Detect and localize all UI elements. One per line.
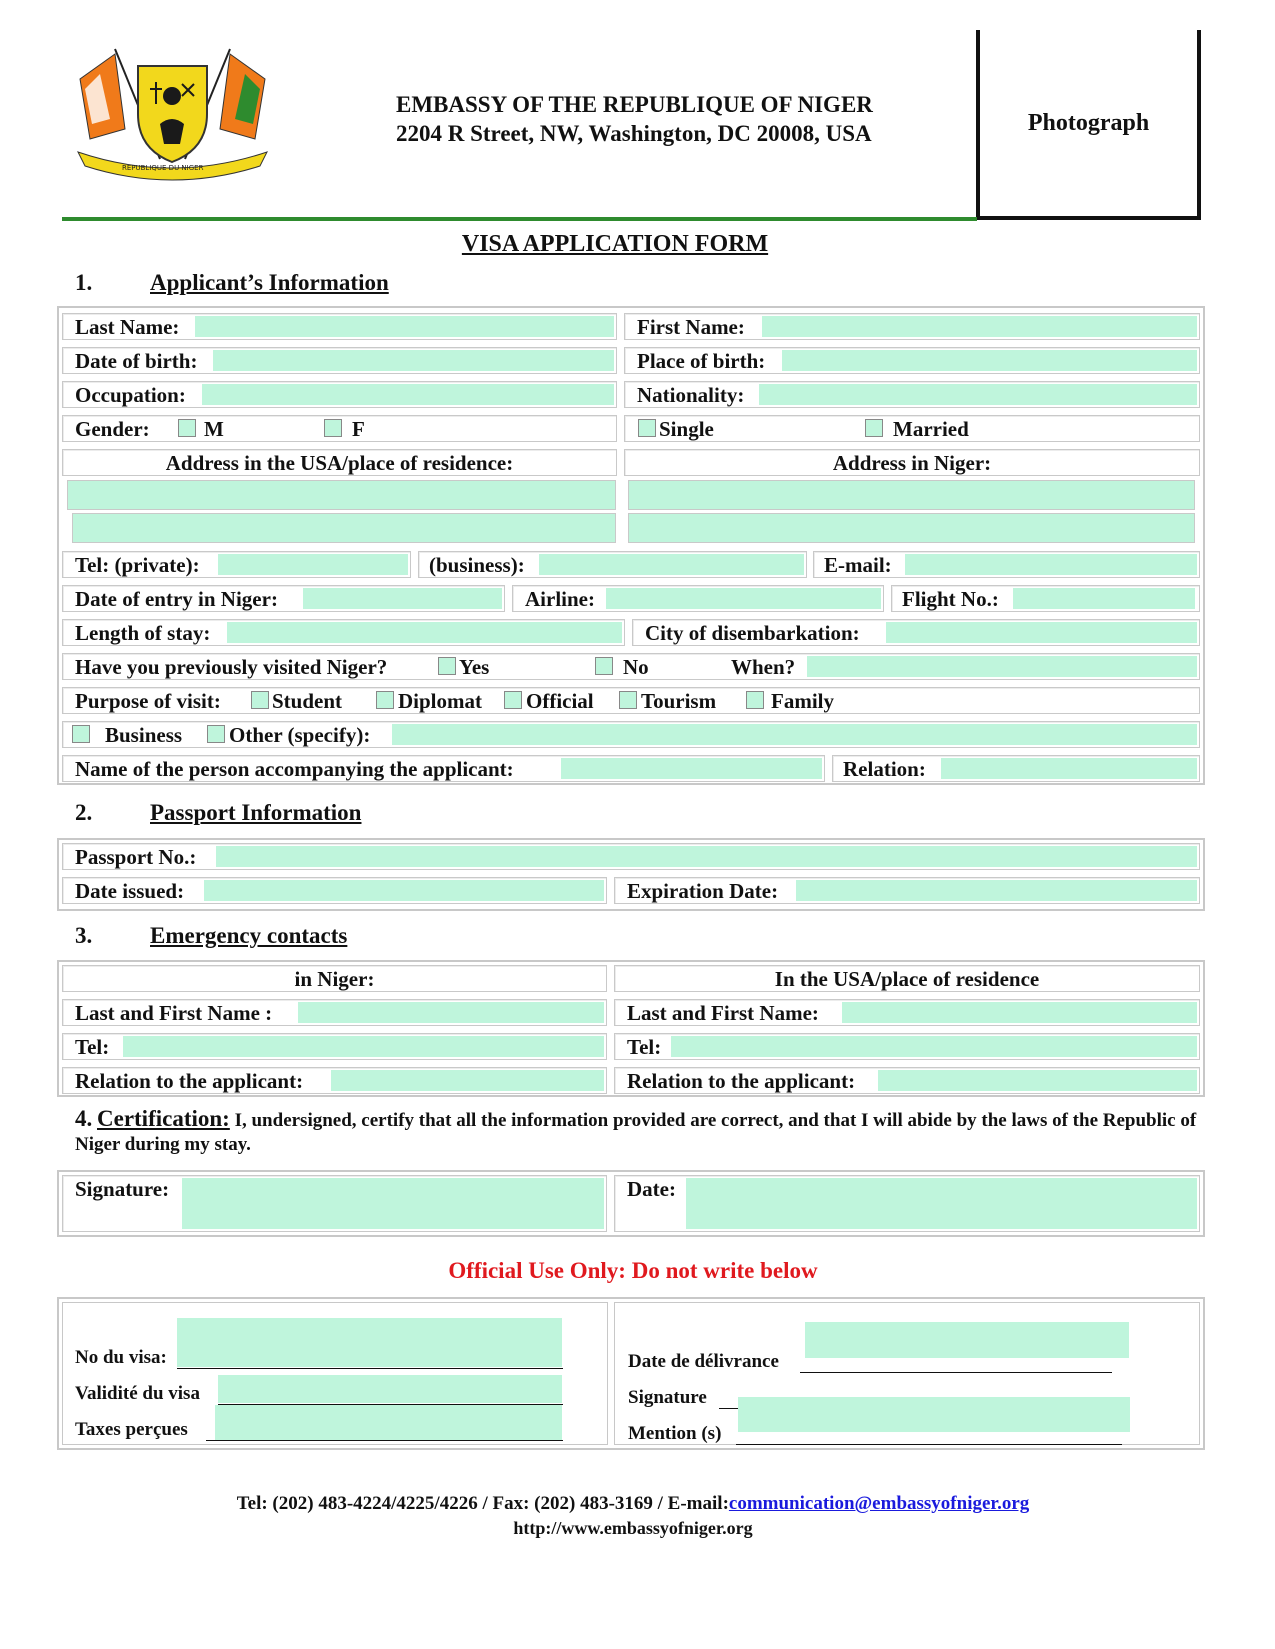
visa-no-highlight[interactable] <box>177 1318 562 1367</box>
date-label: Date: <box>627 1177 676 1201</box>
nationality-field[interactable] <box>759 384 1197 405</box>
address-usa-field-2[interactable] <box>72 513 616 543</box>
gender-row <box>62 415 617 442</box>
address-niger-field-2[interactable] <box>628 513 1195 543</box>
visa-no-line <box>177 1368 563 1369</box>
purpose-tourism-checkbox[interactable] <box>619 691 637 709</box>
official-use-heading: Official Use Only: Do not write below <box>448 1258 818 1283</box>
emergency-niger-relation-field[interactable] <box>331 1070 604 1091</box>
date-delivery-label: Date de délivrance <box>628 1351 779 1372</box>
gender-f-label: F <box>352 417 365 441</box>
purpose-tourism-label: Tourism <box>641 689 717 713</box>
date-entry-row <box>62 585 505 612</box>
purpose-official-label: Official <box>526 689 594 713</box>
length-stay-label: Length of stay: <box>75 621 211 645</box>
embassy-name: EMBASSY OF THE REPUBLIQUE OF NIGER <box>396 92 873 117</box>
footer-website[interactable]: http://www.embassyofniger.org <box>513 1518 753 1538</box>
purpose-family-checkbox[interactable] <box>746 691 764 709</box>
address-niger-label: Address in Niger: <box>832 451 992 475</box>
mentions-line <box>736 1444 1122 1445</box>
certification-text: I, undersigned, certify that all the information provided are correct, and that I will abide by the laws of the Republic of Niger during my stay. <box>75 1110 1197 1155</box>
passport-no-row <box>62 843 1200 870</box>
single-checkbox[interactable] <box>638 419 656 437</box>
certification-title: Certification: <box>97 1106 230 1131</box>
occupation-field[interactable] <box>202 384 614 405</box>
validity-label: Validité du visa <box>75 1383 200 1404</box>
signature-label: Signature: <box>75 1177 170 1201</box>
flight-no-field[interactable] <box>1013 588 1195 609</box>
purpose-row <box>62 687 1200 714</box>
emergency-usa-name-label: Last and First Name: <box>627 1001 819 1025</box>
taxes-label: Taxes perçues <box>75 1419 188 1440</box>
visited-no-label: No <box>623 655 649 679</box>
date-delivery-highlight[interactable] <box>805 1322 1129 1358</box>
certification-block <box>75 1107 1205 1157</box>
relation-row <box>832 755 1200 782</box>
flight-no-row <box>891 585 1200 612</box>
purpose-diplomat-checkbox[interactable] <box>376 691 394 709</box>
city-disembark-row <box>632 619 1200 646</box>
date-row <box>614 1175 1200 1232</box>
address-usa-label: Address in the USA/place of residence: <box>165 451 514 475</box>
dob-label: Date of birth: <box>75 349 198 373</box>
taxes-highlight[interactable] <box>215 1405 562 1441</box>
purpose-student-checkbox[interactable] <box>251 691 269 709</box>
section-2-number: 2. <box>75 800 93 825</box>
section-1-title: Applicant’s Information <box>150 270 389 295</box>
section-1-number: 1. <box>75 270 93 295</box>
nationality-label: Nationality: <box>637 383 745 407</box>
footer-contact <box>0 1493 1266 1515</box>
visited-yes-label: Yes <box>459 655 490 679</box>
address-usa-header <box>62 449 617 476</box>
first-name-field[interactable] <box>762 316 1197 337</box>
emergency-usa-header <box>614 965 1200 992</box>
purpose-official-checkbox[interactable] <box>504 691 522 709</box>
accompanying-row <box>62 755 825 782</box>
expiration-label: Expiration Date: <box>627 879 779 903</box>
email-row <box>813 551 1200 578</box>
emergency-usa-relation-row <box>614 1067 1200 1094</box>
mentions-highlight[interactable] <box>738 1397 1130 1432</box>
section-3-title: Emergency contacts <box>150 923 348 948</box>
purpose-other-label: Other (specify): <box>229 723 371 747</box>
footer-email-link[interactable]: communication@embassyofniger.org <box>728 1493 1030 1514</box>
pob-field[interactable] <box>782 350 1197 371</box>
section-3-number: 3. <box>75 923 93 948</box>
tel-private-label: Tel: (private): <box>75 553 200 577</box>
occupation-label: Occupation: <box>75 383 186 407</box>
emergency-niger-name-label: Last and First Name : <box>75 1001 273 1025</box>
official-signature-label: Signature <box>628 1387 707 1408</box>
emergency-usa-label: In the USA/place of residence <box>774 967 1040 991</box>
pob-row <box>624 347 1200 374</box>
passport-no-label: Passport No.: <box>75 845 197 869</box>
purpose-business-checkbox[interactable] <box>72 725 90 743</box>
single-label: Single <box>659 417 714 441</box>
emergency-usa-tel-label: Tel: <box>627 1035 662 1059</box>
length-stay-row <box>62 619 625 646</box>
when-label: When? <box>731 655 796 679</box>
airline-field[interactable] <box>606 588 881 609</box>
airline-row <box>512 585 884 612</box>
niger-coat-of-arms-emblem <box>70 44 275 184</box>
first-name-label: First Name: <box>637 315 745 339</box>
airline-label: Airline: <box>525 587 595 611</box>
flight-no-label: Flight No.: <box>902 587 999 611</box>
purpose-student-label: Student <box>272 689 343 713</box>
expiration-field[interactable] <box>796 880 1197 901</box>
length-stay-field[interactable] <box>227 622 622 643</box>
tel-business-field[interactable] <box>539 554 804 575</box>
gender-m-label: M <box>204 417 224 441</box>
visited-yes-checkbox[interactable] <box>438 657 456 675</box>
signature-row <box>62 1175 607 1232</box>
emergency-niger-tel-label: Tel: <box>75 1035 110 1059</box>
tel-business-label: (business): <box>429 553 525 577</box>
photograph-box[interactable] <box>976 30 1201 220</box>
signature-field[interactable] <box>182 1178 604 1229</box>
emergency-niger-name-field[interactable] <box>298 1002 604 1023</box>
married-label: Married <box>893 417 969 441</box>
emergency-usa-name-row <box>614 999 1200 1026</box>
city-disembark-label: City of disembarkation: <box>645 621 860 645</box>
purpose-other-field[interactable] <box>392 724 1197 745</box>
taxes-line <box>206 1440 563 1441</box>
certification-number: 4. <box>75 1106 93 1131</box>
footer-contact-text: Tel: (202) 483-4224/4225/4226 / Fax: (202) 483-3169 / E-mail: <box>236 1493 729 1514</box>
date-entry-label: Date of entry in Niger: <box>75 587 278 611</box>
occupation-row <box>62 381 617 408</box>
marital-row <box>624 415 1200 442</box>
section-2-title: Passport Information <box>150 800 362 825</box>
emblem-ribbon-text: REPUBLIQUE DU NIGER <box>122 164 204 172</box>
email-label: E-mail: <box>824 553 892 577</box>
last-name-row <box>62 313 617 340</box>
purpose-diplomat-label: Diplomat <box>398 689 482 713</box>
visited-row <box>62 653 1200 680</box>
header-divider <box>62 217 977 221</box>
emergency-niger-label: in Niger: <box>294 967 375 991</box>
date-delivery-line <box>800 1372 1112 1373</box>
tel-business-row <box>418 551 807 578</box>
nationality-row <box>624 381 1200 408</box>
address-niger-field-1[interactable] <box>628 480 1195 510</box>
emergency-niger-tel-field[interactable] <box>123 1036 604 1057</box>
purpose-business-label: Business <box>105 723 183 747</box>
photograph-label: Photograph <box>1027 110 1150 136</box>
emergency-niger-relation-label: Relation to the applicant: <box>75 1069 304 1093</box>
dob-row <box>62 347 617 374</box>
expiration-row <box>614 877 1200 904</box>
emergency-niger-header <box>62 965 607 992</box>
emergency-niger-relation-row <box>62 1067 607 1094</box>
validity-highlight[interactable] <box>218 1375 562 1403</box>
relation-label: Relation: <box>843 757 926 781</box>
date-issued-field[interactable] <box>204 880 604 901</box>
when-field[interactable] <box>807 656 1197 677</box>
tel-private-field[interactable] <box>218 554 408 575</box>
mentions-label: Mention (s) <box>628 1423 722 1444</box>
email-field[interactable] <box>905 554 1197 575</box>
emergency-usa-relation-label: Relation to the applicant: <box>627 1069 856 1093</box>
visited-label: Have you previously visited Niger? <box>75 655 388 679</box>
accompanying-label: Name of the person accompanying the applicant: <box>75 757 514 781</box>
purpose-other-checkbox[interactable] <box>207 725 225 743</box>
date-issued-row <box>62 877 607 904</box>
form-title: VISA APPLICATION FORM <box>461 231 769 257</box>
emergency-niger-name-row <box>62 999 607 1026</box>
purpose-row-2 <box>62 721 1200 748</box>
visa-no-label: No du visa: <box>75 1347 167 1368</box>
passport-no-field[interactable] <box>216 846 1197 867</box>
gender-f-checkbox[interactable] <box>324 419 342 437</box>
emergency-niger-tel-row <box>62 1033 607 1060</box>
emergency-usa-tel-field[interactable] <box>671 1036 1197 1057</box>
purpose-family-label: Family <box>771 689 834 713</box>
first-name-row <box>624 313 1200 340</box>
purpose-label: Purpose of visit: <box>75 689 221 713</box>
emergency-usa-tel-row <box>614 1033 1200 1060</box>
emergency-usa-name-field[interactable] <box>842 1002 1197 1023</box>
gender-m-checkbox[interactable] <box>178 419 196 437</box>
tel-private-row <box>62 551 411 578</box>
married-checkbox[interactable] <box>865 419 883 437</box>
relation-field[interactable] <box>941 758 1197 779</box>
address-niger-header <box>624 449 1200 476</box>
pob-label: Place of birth: <box>637 349 766 373</box>
date-issued-label: Date issued: <box>75 879 185 903</box>
date-field[interactable] <box>686 1178 1197 1229</box>
address-usa-field-1[interactable] <box>67 480 616 510</box>
last-name-field[interactable] <box>195 316 614 337</box>
visited-no-checkbox[interactable] <box>595 657 613 675</box>
emergency-usa-relation-field[interactable] <box>878 1070 1197 1091</box>
date-entry-field[interactable] <box>303 588 502 609</box>
city-disembark-field[interactable] <box>886 622 1197 643</box>
accompanying-field[interactable] <box>561 758 822 779</box>
embassy-address: 2204 R Street, NW, Washington, DC 20008, USA <box>396 121 872 146</box>
last-name-label: Last Name: <box>75 315 180 339</box>
dob-field[interactable] <box>213 350 614 371</box>
gender-label: Gender: <box>75 417 150 441</box>
